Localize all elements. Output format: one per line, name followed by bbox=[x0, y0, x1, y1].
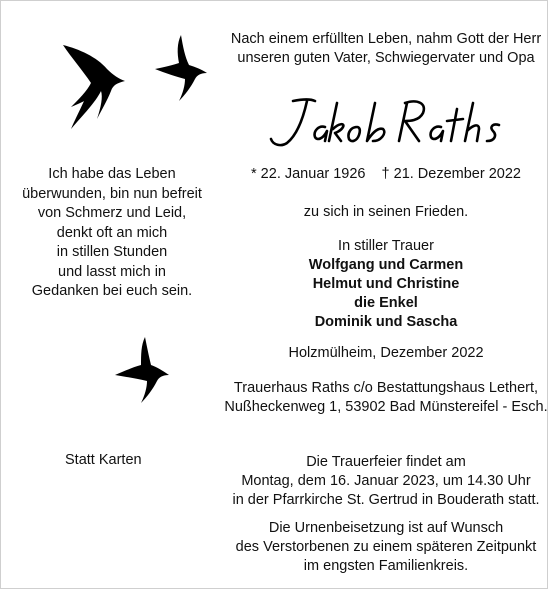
urn-block bbox=[223, 519, 549, 576]
intro-line: unseren guten Vater, Schwiegervater und Opa bbox=[237, 50, 535, 66]
mourning-intro: In stiller Trauer bbox=[338, 238, 434, 254]
statt-karten: Statt Karten bbox=[65, 452, 142, 468]
poem-line: Gedanken bei euch sein. bbox=[31, 283, 193, 299]
address-block bbox=[223, 379, 549, 417]
poem-line: überwunden, bin nun befreit bbox=[22, 185, 202, 202]
mourner-name: die Enkel bbox=[354, 295, 418, 311]
mourner-name: Dominik und Sascha bbox=[314, 314, 458, 330]
poem-line: denkt oft an mich bbox=[56, 224, 168, 241]
death-date: † 21. Dezember 2022 bbox=[381, 166, 521, 182]
place-date bbox=[223, 344, 549, 363]
deceased-name bbox=[263, 89, 503, 153]
swallow-icon bbox=[151, 33, 211, 105]
urn-line: des Verstorbenen zu einem späteren Zeitpunkt bbox=[235, 539, 537, 555]
poem-line: und lasst mich in bbox=[58, 263, 166, 280]
peace-text bbox=[223, 203, 549, 222]
ceremony-block bbox=[223, 453, 549, 510]
mourners-block bbox=[223, 237, 549, 332]
intro-line: Nach einem erfüllten Leben, nahm Gott der Herr bbox=[230, 31, 542, 47]
ceremony-line: in der Pfarrkirche St. Gertrud in Bouderath statt. bbox=[232, 492, 540, 508]
left-column bbox=[1, 1, 223, 588]
mourner-name: Helmut und Christine bbox=[312, 276, 460, 292]
mourner-name: Wolfgang und Carmen bbox=[308, 257, 464, 273]
urn-line: Die Urnenbeisetzung ist auf Wunsch bbox=[268, 520, 504, 536]
address-line: Nußheckenweg 1, 53902 Bad Münstereifel - Esch. bbox=[224, 399, 548, 415]
poem bbox=[1, 165, 223, 302]
poem-line: in stillen Stunden bbox=[56, 244, 168, 260]
ceremony-line: Montag, dem 16. Januar 2023, um 14.30 Uhr bbox=[241, 473, 531, 489]
swallow-icon bbox=[111, 335, 173, 407]
poem-line: von Schmerz und Leid, bbox=[37, 205, 187, 221]
right-column bbox=[223, 1, 549, 588]
birth-date: * 22. Januar 1926 bbox=[251, 166, 366, 182]
intro-text bbox=[223, 30, 549, 68]
place-date-line: Holzmülheim, Dezember 2022 bbox=[288, 345, 484, 361]
peace-line: zu sich in seinen Frieden. bbox=[303, 204, 469, 220]
ceremony-line: Die Trauerfeier findet am bbox=[306, 454, 466, 470]
poem-line: Ich habe das Leben bbox=[48, 166, 176, 182]
life-dates bbox=[223, 165, 549, 184]
address-line: Trauerhaus Raths c/o Bestattungshaus Lethert, bbox=[233, 380, 539, 396]
urn-line: im engsten Familienkreis. bbox=[303, 558, 469, 574]
swallow-icon bbox=[57, 41, 129, 133]
